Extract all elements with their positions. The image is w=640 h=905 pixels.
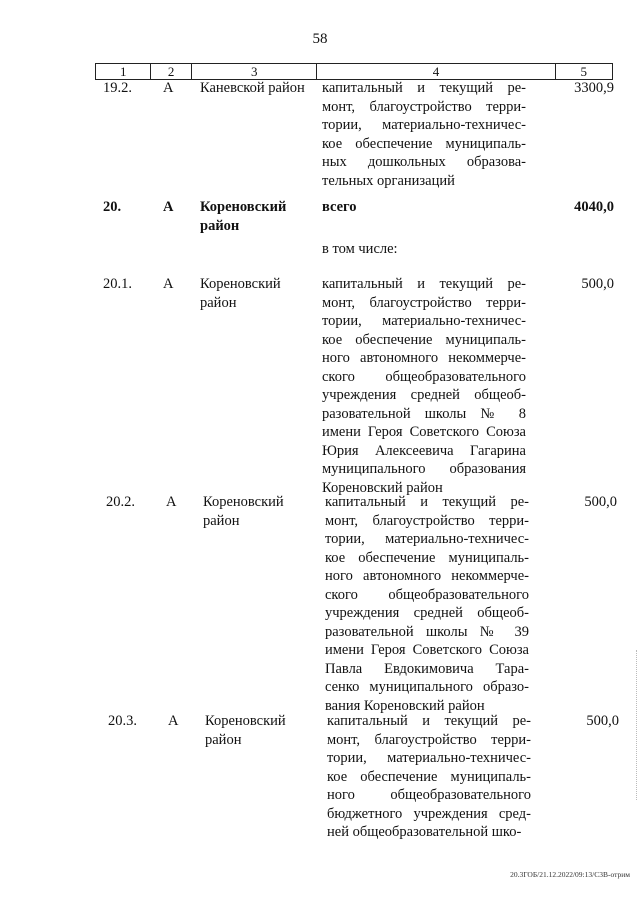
description-line: тории, материально-техничес- xyxy=(322,313,526,329)
row-description xyxy=(322,198,526,217)
description-line: капитальный и текущий ре- xyxy=(322,80,526,96)
description-line: капитальный и текущий ре- xyxy=(325,494,529,510)
description-line: кое обеспечение муниципаль- xyxy=(327,768,531,785)
description-line: ней общеобразовательной шко- xyxy=(327,824,522,840)
row-category: А xyxy=(168,713,179,729)
description-line: капитальный и текущий ре- xyxy=(322,276,526,292)
column-header-4: 4 xyxy=(317,64,555,80)
row-number: 20. xyxy=(103,199,122,215)
description-line: имени Героя Советского Союза xyxy=(322,424,526,440)
row-description xyxy=(322,275,526,497)
subheading: в том числе: xyxy=(322,241,398,257)
row-amount: 500,0 xyxy=(584,494,617,510)
column-header-3: 3 xyxy=(191,64,317,80)
row-category: А xyxy=(166,494,177,510)
margin-mark xyxy=(636,650,638,800)
description-line: тельных организаций xyxy=(322,172,455,189)
description-line: муниципального образования xyxy=(322,461,526,477)
description-line: ского общеобразовательного xyxy=(325,586,529,603)
description-line: монт, благоустройство терри- xyxy=(327,731,531,748)
description-line: имени Героя Советского Союза xyxy=(325,642,529,658)
row-description xyxy=(327,712,531,842)
description-line: Павла Евдокимовича Тара- xyxy=(325,660,529,677)
row-district: Кореновский район xyxy=(203,494,284,529)
description-line: тории, материально-техничес- xyxy=(322,117,526,133)
row-district: Каневской район xyxy=(200,80,305,96)
description-line: ного автономного некоммерче- xyxy=(322,350,526,366)
footer-stamp: 20.3ГОБ/21.12.2022/09:13/С3В-отрим xyxy=(510,870,630,879)
description-line: разовательной школы № 8 xyxy=(322,405,526,422)
row-description xyxy=(322,79,526,190)
row-amount: 500,0 xyxy=(581,276,614,292)
description-line: ского общеобразовательного xyxy=(322,368,526,385)
description-line: капитальный и текущий ре- xyxy=(327,713,531,729)
row-amount: 500,0 xyxy=(586,713,619,729)
description-line: монт, благоустройство терри- xyxy=(322,294,526,311)
description-line: вания Кореновский район xyxy=(325,697,485,714)
description-line: ного общеобразовательного xyxy=(327,787,531,803)
description-line: кое обеспечение муниципаль- xyxy=(325,549,529,566)
row-district: Кореновский район xyxy=(200,276,281,311)
column-header-table xyxy=(95,63,613,80)
description-line: ного автономного некоммерче- xyxy=(325,568,529,584)
row-category: А xyxy=(163,199,174,215)
description-line: учреждения средней общеоб- xyxy=(325,605,529,621)
description-line: учреждения средней общеоб- xyxy=(322,387,526,403)
description-line: бюджетного учреждения сред- xyxy=(327,805,531,822)
column-header-1: 1 xyxy=(96,64,151,80)
description-line: кое обеспечение муниципаль- xyxy=(322,331,526,348)
description-line: тории, материально-техничес- xyxy=(325,531,529,547)
description-line: монт, благоустройство терри- xyxy=(325,512,529,529)
row-category: А xyxy=(163,276,174,292)
description-line: Кореновский район xyxy=(322,479,443,496)
row-number: 20.1. xyxy=(103,276,132,292)
row-number: 20.3. xyxy=(108,713,137,729)
row-number: 20.2. xyxy=(106,494,135,510)
row-amount: 3300,9 xyxy=(574,80,614,96)
column-header-2: 2 xyxy=(151,64,192,80)
row-amount: 4040,0 xyxy=(574,199,614,215)
description-line: ных дошкольных образова- xyxy=(322,154,526,170)
row-district: Кореновский район xyxy=(200,199,287,234)
row-district: Кореновский район xyxy=(205,713,286,748)
row-number: 19.2. xyxy=(103,80,132,96)
description-line: разовательной школы № 39 xyxy=(325,623,529,640)
page-number: 58 xyxy=(312,31,328,47)
description-line: монт, благоустройство терри- xyxy=(322,98,526,115)
description-line: тории, материально-техничес- xyxy=(327,750,531,766)
row-category: А xyxy=(163,80,174,96)
description-line: сенко муниципального образо- xyxy=(325,679,529,695)
description-line: Юрия Алексеевича Гагарина xyxy=(322,442,526,459)
description-line: всего xyxy=(322,199,357,215)
row-description xyxy=(325,493,529,715)
column-header-5: 5 xyxy=(555,64,612,80)
description-line: кое обеспечение муниципаль- xyxy=(322,135,526,152)
